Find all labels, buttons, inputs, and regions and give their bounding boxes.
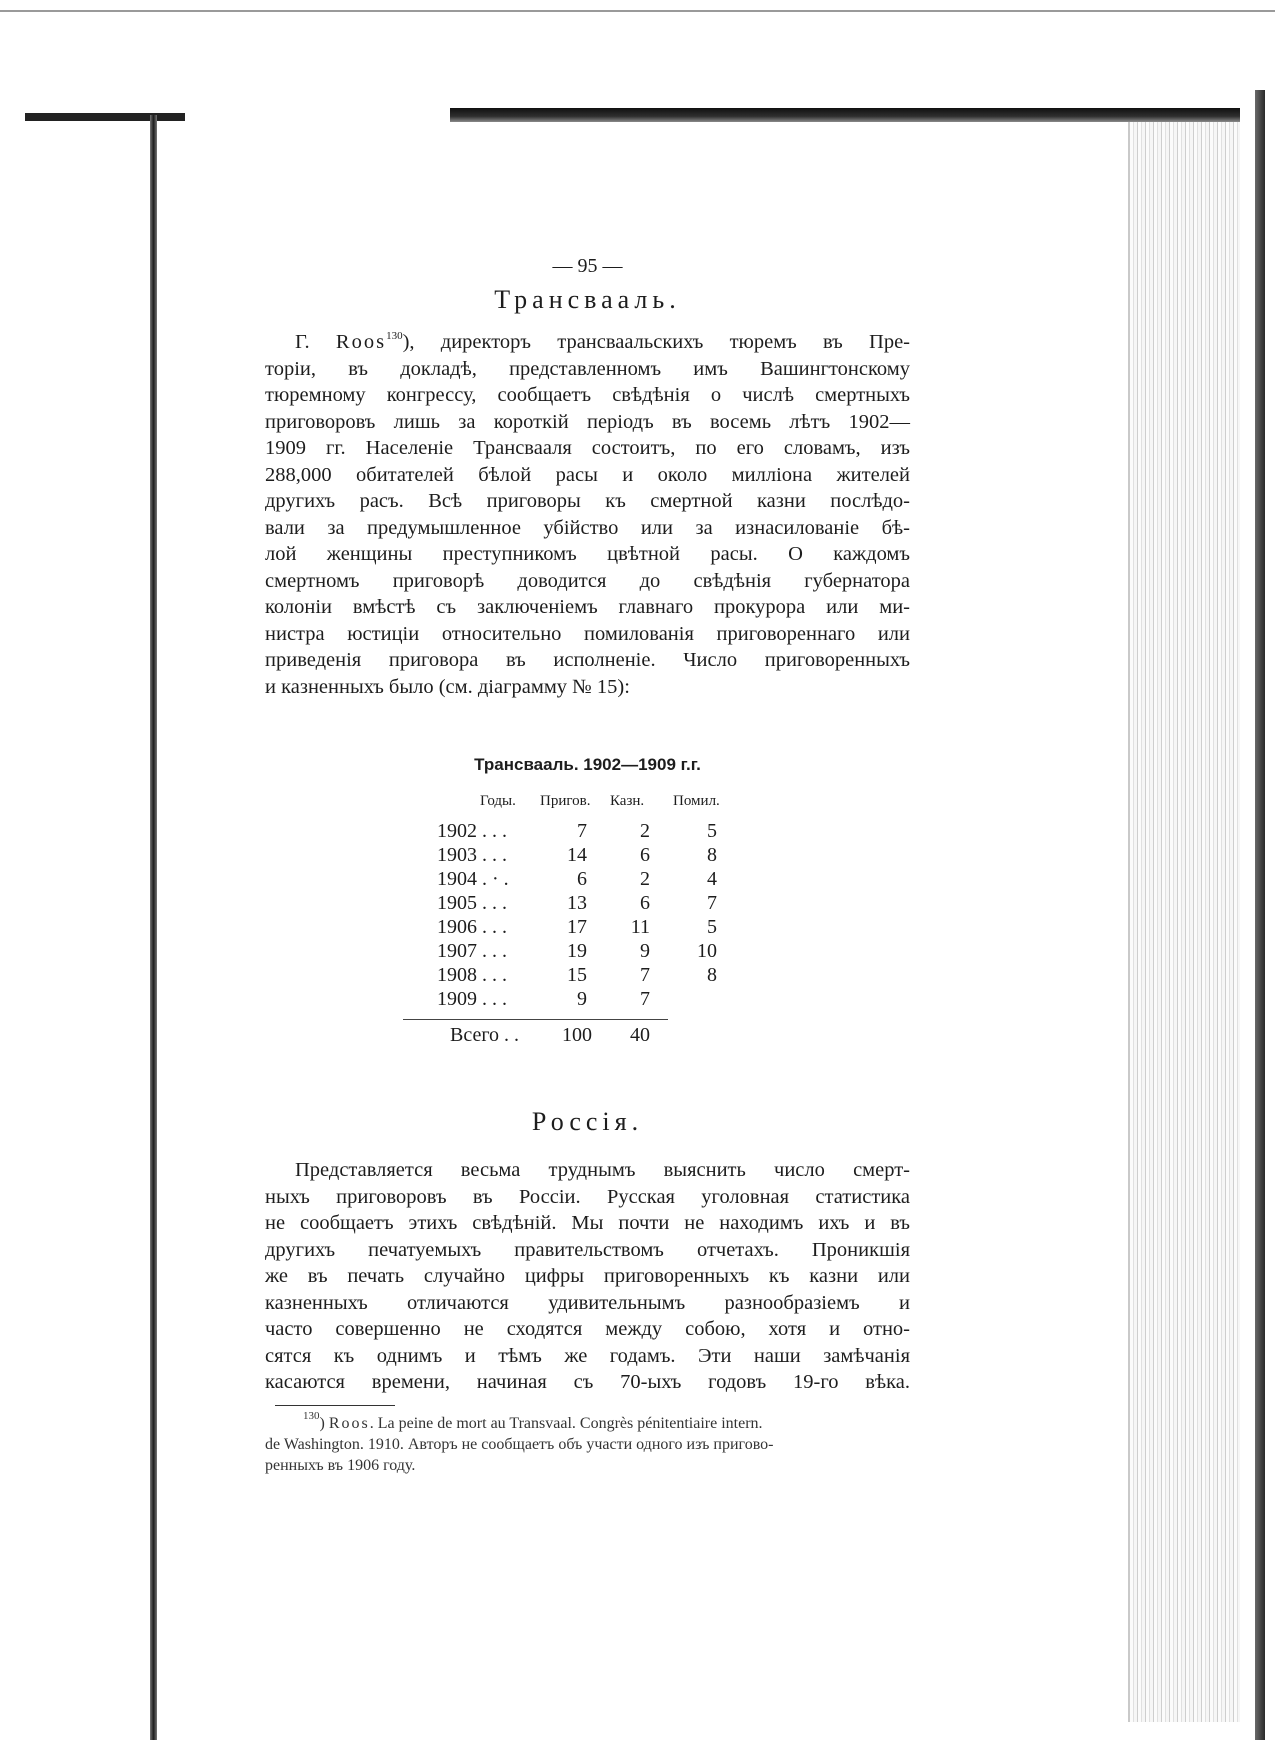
section-title-russia: Россія.	[531, 1107, 644, 1136]
cell-pardoned: 10	[697, 940, 717, 962]
paragraph-line: приговоровъ лишь за короткій періодъ въ восемь лѣтъ 1902—	[265, 410, 910, 433]
cell-pardoned: 5	[707, 820, 717, 842]
cell-executed: 2	[640, 820, 650, 842]
table-row	[265, 892, 910, 916]
paragraph-line: часто совершенно не сходятся между собою, хотя и отно-	[265, 1318, 910, 1340]
footnote-line: $^{130}$) Roos. La peine de mort au Transvaal. Congrès pénitentiaire intern.	[303, 1410, 763, 1432]
cell-executed: 11	[630, 916, 650, 938]
scan-shadow-top-right	[450, 108, 1240, 122]
cell-sentenced: 15	[567, 964, 587, 986]
cell-pardoned: 7	[707, 892, 717, 914]
page-number: — 95 —	[552, 255, 623, 277]
paragraph-line: тюремному конгрессу, сообщаетъ свѣдѣнія о числѣ смертныхъ	[265, 384, 910, 406]
cell-year: 1908 . . .	[437, 964, 507, 986]
paragraph-line: нистра юстиціи относительно помилованія приговореннаго или	[265, 622, 910, 645]
table-row	[265, 820, 910, 844]
cell-executed: 9	[640, 940, 650, 962]
author-name: Roos	[335, 331, 387, 353]
cell-pardoned: 8	[707, 844, 717, 866]
paragraph-line: не сообщаетъ этихъ свѣдѣній. Мы почти не находимъ ихъ и въ	[265, 1212, 910, 1234]
paragraph-line: казненныхъ отличаются удивительнымъ разнообразіемъ и	[265, 1291, 910, 1314]
paragraph-line: вали за предумышленное убійство или за изнасилованіе бѣ-	[265, 516, 910, 539]
cell-year: 1902 . . .	[437, 820, 507, 842]
paragraph-line: и казненныхъ было (см. діаграмму № 15):	[265, 675, 630, 698]
cell-year: 1909 . . .	[437, 988, 507, 1010]
cell-executed: 6	[640, 844, 650, 866]
scan-right-shadow	[1255, 90, 1265, 1740]
cell-sentenced: 6	[577, 868, 587, 890]
table-row	[265, 964, 910, 988]
paragraph-russia	[265, 1157, 910, 1396]
footnote	[265, 1410, 925, 1476]
cell-year: 1904 . · .	[437, 868, 509, 890]
footnote-ref: 130	[386, 330, 403, 342]
footnote-author: Roos	[328, 1415, 370, 1432]
cell-sentenced: 9	[577, 988, 587, 1010]
paragraph-line: лой женщины преступникомъ цвѣтной расы. О каждомъ	[265, 543, 910, 565]
footnote-line: ренныхъ въ 1906 году.	[265, 1457, 416, 1474]
footnote-line: de Washington. 1910. Авторъ не сообщаетъ объ участи одного изъ пригово-	[265, 1436, 774, 1453]
book-binding-shadow	[150, 115, 157, 1740]
paragraph-line: другихъ расъ. Всѣ приговоры къ смертной казни послѣдо-	[265, 490, 910, 512]
cell-year: 1905 . . .	[437, 892, 507, 914]
cell-executed: 6	[640, 892, 650, 914]
paragraph-line: касаются времени, начиная съ 70-ыхъ годовъ 19-го вѣка.	[265, 1371, 910, 1393]
table-row	[265, 940, 910, 964]
scan-top-edge	[0, 10, 1275, 12]
cell-pardoned: 5	[707, 916, 717, 938]
paragraph-line: 1909 гг. Населеніе Трансвааля состоитъ, по его словамъ, изъ	[265, 437, 910, 459]
cell-executed: 2	[640, 868, 650, 890]
table-total-row	[265, 1024, 910, 1048]
table-header-sentenced: Пригов.	[540, 793, 591, 809]
cell-sentenced: 17	[567, 916, 587, 938]
paragraph-line: смертномъ приговорѣ доводится до свѣдѣнія губернатора	[265, 569, 910, 592]
table-header-pardoned: Помил.	[673, 793, 720, 809]
scan-shadow-top-left	[25, 113, 185, 121]
cell-executed: 7	[640, 964, 650, 986]
table-row	[265, 868, 910, 892]
footnote-number: 130	[303, 1410, 320, 1422]
paragraph-line: колоніи вмѣстѣ съ заключеніемъ главнаго прокурора или ми-	[265, 596, 910, 618]
paragraph-line: сятся къ однимъ и тѣмъ же годамъ. Эти наши замѣчанія	[265, 1344, 910, 1367]
paragraph-line: Г. Roos$^{130}$), директоръ трансваальскихъ тюремъ въ Пре-	[295, 330, 911, 353]
cell-sentenced: 14	[567, 844, 587, 866]
paragraph-line: приведенія приговора въ исполненіе. Число приговоренныхъ	[265, 649, 910, 671]
cell-sentenced: 7	[577, 820, 587, 842]
paragraph-transvaal	[265, 329, 910, 700]
cell-year: 1906 . . .	[437, 916, 507, 938]
paragraph-line: ныхъ приговоровъ въ Россіи. Русская уголовная статистика	[265, 1185, 910, 1208]
cell-year: 1903 . . .	[437, 844, 507, 866]
table-row	[265, 844, 910, 868]
paragraph-line: Представляется весьма труднымъ выяснить число смерт-	[295, 1159, 910, 1181]
paragraph-line: другихъ печатуемыхъ правительствомъ отчетахъ. Проникшія	[265, 1238, 910, 1261]
cell-pardoned: 8	[707, 964, 717, 986]
cell-total-sentenced: 100	[562, 1024, 592, 1046]
cell-total-executed: 40	[630, 1024, 650, 1046]
cell-sentenced: 13	[567, 892, 587, 914]
cell-pardoned: 4	[707, 868, 717, 890]
table-row	[265, 988, 910, 1012]
table-header-years: Годы.	[480, 793, 516, 809]
cell-total-label: Всего . .	[450, 1024, 520, 1046]
table-title: Трансвааль. 1902—1909 г.г.	[474, 755, 701, 774]
table-total-rule	[403, 1019, 668, 1020]
cell-executed: 7	[640, 988, 650, 1010]
page-fore-edge	[1130, 122, 1240, 1722]
cell-sentenced: 19	[567, 940, 587, 962]
table-header-executed: Казн.	[610, 793, 645, 809]
section-title-transvaal: Трансвааль.	[494, 285, 681, 314]
paragraph-line: же въ печать случайно цифры приговоренныхъ къ казни или	[265, 1265, 910, 1287]
cell-year: 1907 . . .	[437, 940, 507, 962]
table-row	[265, 916, 910, 940]
paragraph-line: торіи, въ докладѣ, представленномъ имъ Вашингтонскому	[265, 357, 910, 380]
footnote-rule	[275, 1405, 395, 1406]
paragraph-line: 288,000 обитателей бѣлой расы и около милліона жителей	[265, 463, 910, 486]
